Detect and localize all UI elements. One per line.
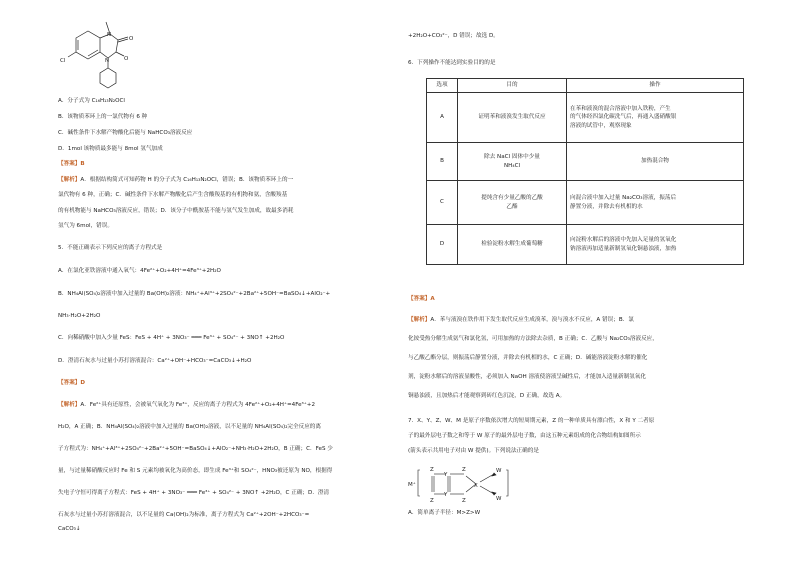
atom-label: M⁺ <box>408 482 416 488</box>
q4-answer: 【答案】B <box>58 161 85 167</box>
q5-option-b-cont: NH₃·H₂O+2H₂O <box>58 313 101 319</box>
q5-option-d: D．澄清石灰水与过量小苏打溶液混合：Ca²⁺+OH⁻+HCO₃⁻=CaCO₃↓+H₂O <box>58 358 252 364</box>
q6-title: 6．下列操作不能达到实验目的的是 <box>408 60 496 66</box>
q5-option-b: B．NH₄Al(SO₄)₂溶液中加入过量的 Ba(OH)₂溶液：NH₄⁺+Al³⁺+2SO₄²⁻+2Ba²⁺+5OH⁻=BaSO₄↓+AlO₂⁻+ <box>58 291 331 297</box>
q4-option-b: B．该物质苯环上的一氯代物有 6 种 <box>58 114 148 120</box>
operation-text: 向混合液中加入过量 Na₂CO₃溶液，振荡后 <box>570 194 677 201</box>
table-cell-operation <box>567 93 744 143</box>
atom-label: Y <box>444 492 448 498</box>
atom-label: W <box>496 468 502 474</box>
q5-option-a: A．在氯化亚铁溶液中通入氧气：4Fe²⁺+O₂+4H⁺=4Fe³⁺+2H₂O <box>58 268 221 274</box>
goal-text: 证明苯和液溴发生取代反应 <box>478 114 546 121</box>
q4-explanation-line: 氯代物有 6 种，正确；C．碱性条件下水解产物酸化后产生含酸羧基的有机物和氨，含酸羧基 <box>58 192 288 198</box>
table-cell-option: C <box>427 181 458 225</box>
atom-label: N <box>105 58 110 64</box>
q4-explanation-line: 的有机物能与 NaHCO₃溶液反应，错误；D．该分子中酰胺基不能与氢气发生加成，故最多消耗 <box>58 208 294 214</box>
table-row <box>427 143 744 181</box>
q5-explanation-line: 【解析】A．Fe²⁺具有还原性，会被氧气氧化为 Fe³⁺，反应的离子方程式为 4Fe²⁺+O₂+4H⁺=4Fe³⁺+2 <box>58 402 316 408</box>
q7-stem-line: 子的最外层电子数之和等于 W 原子的最外层电子数，由这五种元素组成的化合物结构如图所示 <box>408 433 641 439</box>
explanation-tag: 【解析】 <box>58 177 81 183</box>
table-header: 选项 <box>427 79 458 93</box>
table-cell-goal <box>458 181 567 225</box>
q4-option-c: C．碱性条件下水解产物酸化后能与 NaHCO₃溶液反应 <box>58 130 193 136</box>
atom-label: X <box>474 483 478 489</box>
q5-explanation-line: CaCO₃↓ <box>58 526 81 532</box>
explanation-tag: 【解析】 <box>408 317 431 323</box>
q6-answer: 【答案】A <box>408 296 435 302</box>
atom-label: Cl <box>60 58 66 64</box>
operation-text: 加热混合物 <box>641 158 669 165</box>
atom-label: Z <box>462 498 466 504</box>
q5-explanation-tail: +2H₂O+CO₃²⁻，D 错误；故选 D。 <box>408 33 499 39</box>
molecule-diagram-drug-h <box>58 12 143 92</box>
q4-option-a: A．分子式为 C₁₆H₁₃N₂OCl <box>58 98 125 104</box>
table-row <box>427 181 744 225</box>
table-cell-operation <box>567 181 744 225</box>
goal-text: 提纯含有少量乙酸的乙酸 <box>481 194 543 201</box>
atom-label: O <box>124 56 129 62</box>
operation-text: 在苯和液溴的混合溶液中加入铁粉，产生 <box>570 105 671 112</box>
q6-explanation-line: 与乙酸乙酯分层，则振荡后静置分液，并除去有机相的水，C 正确；D．碱能溶液淀粉水解的催化 <box>408 355 648 361</box>
q6-explanation-line: 【解析】A．苯与液溴在铁作用下发生取代反应生成溴苯，溴与溴水不反应，A 错误；B．氯 <box>408 317 634 323</box>
table-cell-goal <box>458 143 567 181</box>
q5-option-c: C．向稀硝酸中加入少量 FeS：FeS + 4H⁺ + 3NO₃⁻ ═══ Fe³⁺ + SO₄²⁻ + 3NO↑ +2H₂O <box>58 335 285 341</box>
q7-stem-line: (箭头表示共用电子对由 W 提供)。下列说法正确的是 <box>408 448 539 454</box>
q7-option-a: A．简单离子半径：M>Z>W <box>408 510 481 516</box>
operation-text: 向淀粉水解后的溶液中先加入足量的氢氧化 <box>570 236 677 243</box>
q5-explanation-line: 失电子守恒可得离子方程式：FeS + 4H⁺ + 3NO₃⁻ ═══ Fe³⁺ + SO₄²⁻ + 3NO↑ +2H₂O，C 正确；D．澄清 <box>58 490 330 496</box>
q5-explanation-line: 子方程式为：NH₄⁺+Al³⁺+2SO₄²⁻+2Ba²⁺+5OH⁻=BaSO₄↓+AlO₂⁻+NH₃·H₂O+2H₂O，B 正确；C．FeS 少 <box>58 446 333 452</box>
table-cell-option: B <box>427 143 458 181</box>
table-header-row <box>427 79 744 93</box>
q4-explanation-line: 氢气为 6mol，错误。 <box>58 223 113 229</box>
operation-text: 静置分液，并除去有机相的水 <box>570 203 643 210</box>
table-row <box>427 93 744 143</box>
q6-explanation-line: 剂，淀粉水解后的溶液显酸性，必须加入 NaOH 溶液使溶液呈碱性后，才能加入适量新制氢氧化 <box>408 374 646 380</box>
table-header: 操作 <box>567 79 744 93</box>
q6-explanation-line: 铜悬浊液，且加热后才能观察到砖红色沉淀，D 正确，故选 A。 <box>408 393 566 399</box>
goal-text: NH₄Cl <box>503 162 521 169</box>
atom-label: Z <box>430 467 434 473</box>
q4-explanation-line: 【解析】A．根据结构简式可知药物 H 的分子式为 C₁₆H₁₃N₂OCl，错误；B．该物质苯环上的一 <box>58 177 294 183</box>
atom-label: N <box>107 32 112 38</box>
operation-text: 的气体经四氯化碳洗气后，再通入盛硝酸银 <box>570 114 677 121</box>
q6-explanation-line: 化铵受热分解生成氨气和氯化氢，可用加热的方法除去杂质，B 正确；C．乙酸与 Na₂CO₃溶液反应， <box>408 336 658 342</box>
operation-text: 溶液的试管中，观察现象 <box>570 122 632 129</box>
experiment-table <box>426 78 744 265</box>
explanation-tag: 【解析】 <box>58 402 81 408</box>
table-cell-goal <box>458 93 567 143</box>
q5-explanation-line: H₂O，A 正确；B．NH₄Al(SO₄)₂溶液中加入过量的 Ba(OH)₂溶液，以不足量的 NH₄Al(SO₄)₂完全反应的离 <box>58 424 321 430</box>
q5-explanation-line: 石灰水与过量小苏打溶液混合，以不足量的 Ca(OH)₂为标准，离子方程式为 Ca²⁺+2OH⁻+2HCO₃⁻= <box>58 512 310 518</box>
table-cell-option: A <box>427 93 458 143</box>
goal-text: 除去 NaCl 固体中少量 <box>484 153 540 160</box>
table-header: 目的 <box>458 79 567 93</box>
table-cell-operation <box>567 225 744 265</box>
atom-label: W <box>496 496 502 502</box>
atom-label: Z <box>462 467 466 473</box>
compound-structure-diagram <box>408 462 518 506</box>
table-row <box>427 225 744 265</box>
q5-explanation-line: 量，与过量稀硝酸反应时 Fe 和 S 元素均被氧化为高价态，即生成 Fe³⁺和 SO₄²⁻，HNO₃被还原为 NO，根据得 <box>58 468 333 474</box>
goal-text: 检验淀粉水解生成葡萄糖 <box>481 241 543 248</box>
table-cell-goal <box>458 225 567 265</box>
goal-text: 乙酯 <box>506 203 518 210</box>
q5-title: 5．不能正确表示下列反应的离子方程式是 <box>58 245 163 251</box>
table-cell-operation <box>567 143 744 181</box>
table-cell-option: D <box>427 225 458 265</box>
q7-stem-line: 7．X、Y、Z、W、M 是原子序数依次增大的短周期元素，Z 的一种单质具有漂白性，X 和 Y 二者原 <box>408 418 655 424</box>
atom-label: Y <box>444 472 448 478</box>
atom-label: O <box>129 36 134 42</box>
operation-text: 钠溶液再加适量新制氢氧化铜悬浊液，加热 <box>570 245 677 252</box>
q4-option-d: D．1mol 该物质最多能与 8mol 氢气加成 <box>58 146 163 152</box>
q5-answer: 【答案】D <box>58 380 86 386</box>
atom-label: Z <box>430 498 434 504</box>
